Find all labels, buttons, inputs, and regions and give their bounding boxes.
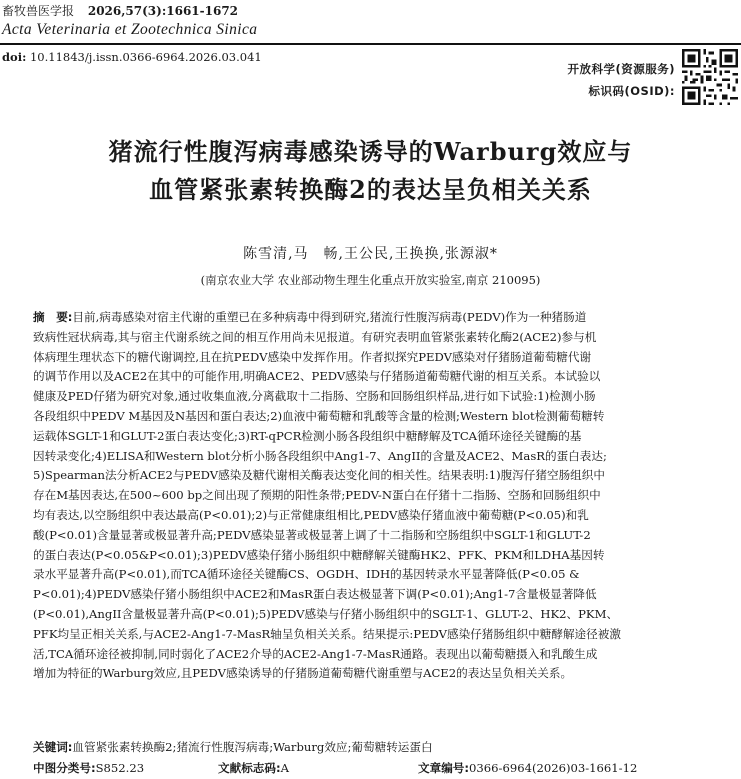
osid-line2: 标识码(OSID): (588, 84, 675, 98)
abstract-line-text: 致病性冠状病毒,其与宿主代谢系统之间的相互作用尚未见报道。有研究表明血管紧张素转化酶2(ACE2)参与机 (33, 329, 597, 344)
abstract-line-text: 存在M基因表达,在500~600 bp之间出现了预期的阳性条带;PEDV-N蛋白在仔猪十二指肠、空肠和回肠组织中 (33, 488, 601, 503)
abstract-line (33, 328, 719, 348)
doc-code-label: 文献标志码: (218, 761, 281, 775)
keywords (33, 738, 719, 756)
abstract-line-text: P<0.01);4)PEDV感染仔猪小肠组织中ACE2和MasR蛋白表达极显著下调(P<0.01);Ang1-7含量极显著降低 (33, 587, 597, 602)
abstract-line-text: 健康及PED仔猪为研究对象,通过收集血液,分离截取十二指肠、空肠和回肠组织样品,进行如下试验:1)检测小肠 (33, 389, 596, 404)
abstract-line-text: 录水平显著升高(P<0.01),而TCA循环途径关键酶CS、OGDH、IDH的基因转录水平显著降低(P<0.05 & (33, 567, 580, 582)
abstract-line (33, 348, 719, 368)
abstract-line (33, 546, 719, 566)
title-line2: 血管紧张素转换酶2的表达呈负相关关系 (149, 175, 592, 204)
abstract-line (33, 565, 719, 585)
osid-block (567, 58, 675, 102)
abstract-line-text: 活,TCA循环途径被抑制,同时弱化了ACE2介导的ACE2-Ang1-7-MasR通路。表现出以葡萄糖摄入和乳酸生成 (33, 646, 598, 661)
abstract-line-text: 增加为特征的Warburg效应,且PEDV感染诱导的仔猪肠道葡萄糖代谢重塑与ACE2的表达呈负相关关系。 (33, 666, 573, 681)
abstract-line (33, 645, 719, 665)
abstract-line (33, 466, 719, 486)
article-meta (33, 760, 719, 776)
doi-line (2, 49, 262, 65)
abstract-line-text: 酸(P<0.01)含量显著或极显著升高;PEDV感染显著或极显著上调了十二指肠和空肠组织中SGLT-1和GLUT-2 (33, 527, 591, 542)
doi-label: doi: (2, 50, 27, 64)
journal-cn-name: 畜牧兽医学报 (2, 4, 75, 18)
affiliation: (南京农业大学 农业部动物生理生化重点开放实验室,南京 210095) (200, 273, 541, 287)
abstract-line-text: 均有表达,以空肠组织中表达最高(P<0.01);2)与正常健康组相比,PEDV感染仔猪血液中葡萄糖(P<0.05)和乳 (33, 507, 589, 522)
doi-value[interactable]: 10.11843/j.issn.0366-6964.2026.03.041 (29, 50, 262, 64)
journal-volume: 2026,57(3):1661-1672 (87, 4, 239, 18)
header-rule (0, 43, 741, 45)
title-line1: 猪流行性腹泻病毒感染诱导的Warburg效应与 (108, 137, 633, 166)
abstract-line (33, 664, 719, 684)
keywords-text: 血管紧张素转换酶2;猪流行性腹泻病毒;Warburg效应;葡萄糖转运蛋白 (72, 740, 433, 754)
journal-en-name: Acta Veterinaria et Zootechnica Sinica (2, 21, 258, 38)
abstract-line (33, 625, 719, 645)
abstract-line (33, 506, 719, 526)
abstract-line-text: 5)Spearman法分析ACE2与PEDV感染及糖代谢相关酶表达变化间的相关性。结果表明:1)腹泻仔猪空肠组织中 (33, 468, 605, 483)
abstract-line (33, 605, 719, 625)
abstract (33, 308, 719, 684)
abstract-line (33, 526, 719, 546)
clc-value: S852.23 (95, 761, 145, 775)
osid-line1: 开放科学(资源服务) (567, 62, 675, 76)
article-title (0, 133, 741, 209)
abstract-line (33, 486, 719, 506)
journal-cn-line (2, 2, 682, 20)
abstract-line (33, 387, 719, 407)
qr-code-icon[interactable] (682, 49, 738, 105)
journal-header (2, 2, 682, 40)
abstract-line-text: 各段组织中PEDV M基因及N基因和蛋白表达;2)血液中葡萄糖和乳酸等含量的检测;Western blot检测葡萄糖转 (33, 408, 605, 423)
abstract-line-text: 运载体SGLT-1和GLUT-2蛋白表达变化;3)RT-qPCR检测小肠各段组织中糖酵解及TCA循环途径关键酶的基 (33, 428, 582, 443)
author-list: 陈雪清,马 畅,王公民,王换换,张源淑* (243, 246, 498, 262)
abstract-line-text: 目前,病毒感染对宿主代谢的重塑已在多种病毒中得到研究,猪流行性腹泻病毒(PEDV)作为一种猪肠道 (72, 310, 587, 324)
abstract-line (33, 447, 719, 467)
abstract-line (33, 367, 719, 387)
abstract-line-text: (P<0.01),AngII含量极显著升高(P<0.01);5)PEDV感染与仔猪小肠组织中的SGLT-1、GLUT-2、HK2、PKM、 (33, 606, 619, 621)
abstract-line-text: 的调节作用以及ACE2在其中的可能作用,明确ACE2、PEDV感染与仔猪肠道葡萄糖代谢的相互关系。本试验以 (33, 369, 601, 384)
article-no-label: 文章编号: (418, 761, 470, 775)
abstract-line (33, 585, 719, 605)
abstract-body (33, 308, 719, 684)
abstract-line-text: 体病理生理状态下的糖代谢调控,且在抗PEDV感染中发挥作用。作者拟探究PEDV感染对仔猪肠道葡萄糖代谢 (33, 349, 592, 364)
abstract-line (33, 308, 719, 328)
doc-code-value: A (280, 761, 289, 775)
clc-label: 中图分类号: (33, 761, 96, 775)
abstract-label: 摘 要: (33, 310, 73, 324)
abstract-line-text: 的蛋白表达(P<0.05&P<0.01);3)PEDV感染仔猪小肠组织中糖酵解关键酶HK2、PFK、PKM和LDHA基因转 (33, 547, 605, 562)
abstract-line-text: 因转录变化;4)ELISA和Western blot分析小肠各段组织中Ang1-7、AngII的含量及ACE2、MasR的蛋白表达; (33, 448, 607, 463)
abstract-line-text: PFK均呈正相关关系,与ACE2-Ang1-7-MasR轴呈负相关关系。结果提示:PEDV感染仔猪肠组织中糖酵解途径被激 (33, 626, 621, 641)
abstract-line (33, 427, 719, 447)
article-no-value: 0366-6964(2026)03-1661-12 (469, 761, 638, 775)
abstract-line (33, 407, 719, 427)
keywords-label: 关键词: (33, 740, 73, 754)
